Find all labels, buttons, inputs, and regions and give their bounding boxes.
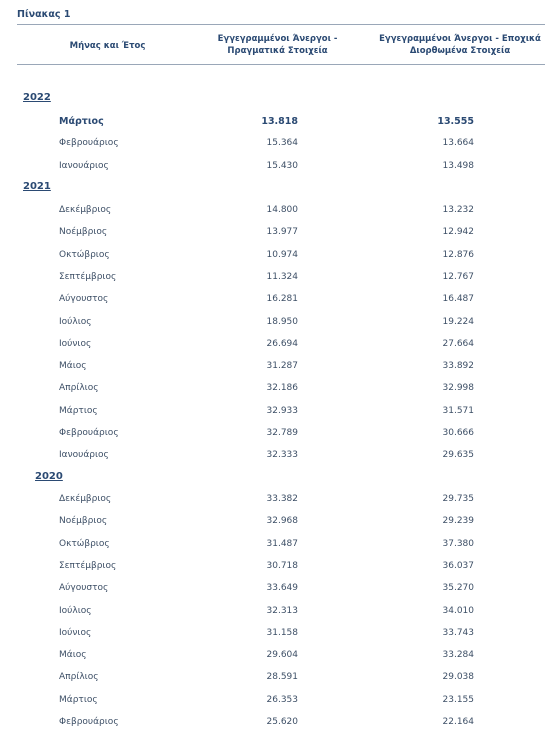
table-row: [0, 361, 554, 377]
actual-value-cell: 30.718: [266, 560, 298, 571]
table-row: [0, 317, 554, 333]
table-row: [0, 161, 554, 177]
month-cell: Φεβρουάριος: [59, 138, 119, 149]
seasonal-value-cell: 12.876: [442, 249, 474, 260]
month-cell: Μάιος: [59, 361, 87, 372]
year-heading: 2021: [23, 181, 51, 192]
month-cell: Ιούνιος: [59, 627, 92, 638]
actual-value-cell: 28.591: [266, 672, 298, 683]
year-heading: 2020: [35, 471, 63, 482]
actual-value-cell: 32.933: [266, 405, 298, 416]
table-row: [0, 428, 554, 444]
seasonal-value-cell: 31.571: [442, 405, 474, 416]
actual-value-cell: 32.789: [266, 428, 298, 438]
table-row: [0, 294, 554, 310]
table-row: [0, 695, 554, 711]
actual-value-cell: 31.487: [266, 538, 298, 549]
seasonal-value-cell: 13.555: [437, 116, 474, 127]
table-row: [0, 227, 554, 243]
actual-value-cell: 33.649: [266, 583, 298, 594]
month-cell: Οκτώβριος: [59, 538, 110, 549]
seasonal-value-cell: 33.743: [442, 627, 474, 638]
table-row: [0, 606, 554, 622]
seasonal-value-cell: 27.664: [442, 338, 474, 349]
month-cell: Ιούλιος: [59, 605, 92, 616]
actual-value-cell: 13.977: [266, 227, 298, 238]
table-row: [0, 339, 554, 355]
table-row: [0, 450, 554, 466]
month-cell: Φεβρουάριος: [59, 428, 119, 438]
month-cell: Απρίλιος: [59, 672, 99, 683]
actual-value-cell: 26.353: [266, 694, 298, 705]
table-row: [0, 672, 554, 688]
month-cell: Ιανουάριος: [59, 160, 109, 171]
seasonal-value-cell: 19.224: [442, 316, 474, 327]
actual-value-cell: 32.333: [266, 450, 298, 461]
month-cell: Μάρτιος: [59, 694, 98, 705]
table-row: [0, 250, 554, 266]
actual-value-cell: 32.186: [266, 383, 298, 394]
table-row: [0, 650, 554, 666]
seasonal-value-cell: 13.498: [442, 160, 474, 171]
actual-value-cell: 31.158: [266, 627, 298, 638]
month-cell: Δεκέμβριος: [59, 494, 112, 504]
actual-value-cell: 29.604: [266, 650, 298, 661]
actual-value-cell: 33.382: [266, 494, 298, 504]
month-cell: Νοέμβριος: [59, 227, 108, 238]
seasonal-value-cell: 13.232: [442, 205, 474, 215]
seasonal-value-cell: 23.155: [442, 694, 474, 705]
seasonal-value-cell: 16.487: [442, 294, 474, 305]
month-cell: Αύγουστος: [59, 294, 109, 305]
month-cell: Ιούλιος: [59, 316, 92, 327]
seasonal-value-cell: 32.998: [442, 383, 474, 394]
column-header-month-year: Μήνας και Έτος: [69, 41, 146, 51]
table-row: [0, 383, 554, 399]
seasonal-value-cell: 29.735: [442, 494, 474, 504]
table-row: [0, 406, 554, 422]
column-header-seasonal: Εγγεγραμμένοι Άνεργοι - Εποχικά Διορθωμένα Στοιχεία: [379, 34, 541, 56]
year-heading: 2022: [23, 92, 51, 103]
seasonal-value-cell: 36.037: [442, 560, 474, 571]
actual-value-cell: 15.430: [266, 160, 298, 171]
seasonal-value-cell: 12.767: [442, 271, 474, 282]
table-row: [0, 272, 554, 288]
table-row: [0, 138, 554, 154]
actual-value-cell: 10.974: [266, 249, 298, 260]
table-row: [0, 717, 554, 733]
seasonal-value-cell: 33.284: [442, 650, 474, 661]
month-cell: Αύγουστος: [59, 583, 109, 594]
table-row: [0, 561, 554, 577]
actual-value-cell: 25.620: [266, 717, 298, 727]
month-cell: Απρίλιος: [59, 383, 99, 394]
actual-value-cell: 15.364: [266, 138, 298, 149]
actual-value-cell: 14.800: [266, 205, 298, 215]
column-header-actual: Εγγεγραμμένοι Άνεργοι - Πραγματικά Στοιχεία: [217, 34, 338, 56]
actual-value-cell: 18.950: [266, 316, 298, 327]
seasonal-value-cell: 37.380: [442, 538, 474, 549]
seasonal-value-cell: 22.164: [442, 717, 474, 727]
actual-value-cell: 32.313: [266, 605, 298, 616]
month-cell: Οκτώβριος: [59, 249, 110, 260]
table-row: [0, 583, 554, 599]
actual-value-cell: 31.287: [266, 361, 298, 372]
seasonal-value-cell: 35.270: [442, 583, 474, 594]
actual-value-cell: 11.324: [266, 271, 298, 282]
seasonal-value-cell: 30.666: [442, 428, 474, 438]
actual-value-cell: 13.818: [261, 116, 298, 127]
seasonal-value-cell: 29.038: [442, 672, 474, 683]
month-cell: Ιούνιος: [59, 338, 92, 349]
table-caption: Πίνακας 1: [17, 9, 71, 20]
month-cell: Δεκέμβριος: [59, 205, 112, 215]
seasonal-value-cell: 13.664: [442, 138, 474, 149]
table-row: [0, 116, 554, 132]
seasonal-value-cell: 29.239: [442, 516, 474, 527]
table-row: [0, 205, 554, 221]
month-cell: Μάρτιος: [59, 116, 104, 127]
table-row: [0, 516, 554, 532]
seasonal-value-cell: 34.010: [442, 605, 474, 616]
table-row: [0, 628, 554, 644]
actual-value-cell: 26.694: [266, 338, 298, 349]
actual-value-cell: 16.281: [266, 294, 298, 305]
seasonal-value-cell: 29.635: [442, 450, 474, 461]
month-cell: Μάιος: [59, 650, 87, 661]
seasonal-value-cell: 33.892: [442, 361, 474, 372]
table-row: [0, 539, 554, 555]
seasonal-value-cell: 12.942: [442, 227, 474, 238]
month-cell: Σεπτέμβριος: [59, 271, 117, 282]
month-cell: Νοέμβριος: [59, 516, 108, 527]
month-cell: Μάρτιος: [59, 405, 98, 416]
month-cell: Φεβρουάριος: [59, 717, 119, 727]
actual-value-cell: 32.968: [266, 516, 298, 527]
month-cell: Ιανουάριος: [59, 450, 109, 461]
table-row: [0, 494, 554, 510]
month-cell: Σεπτέμβριος: [59, 560, 117, 571]
